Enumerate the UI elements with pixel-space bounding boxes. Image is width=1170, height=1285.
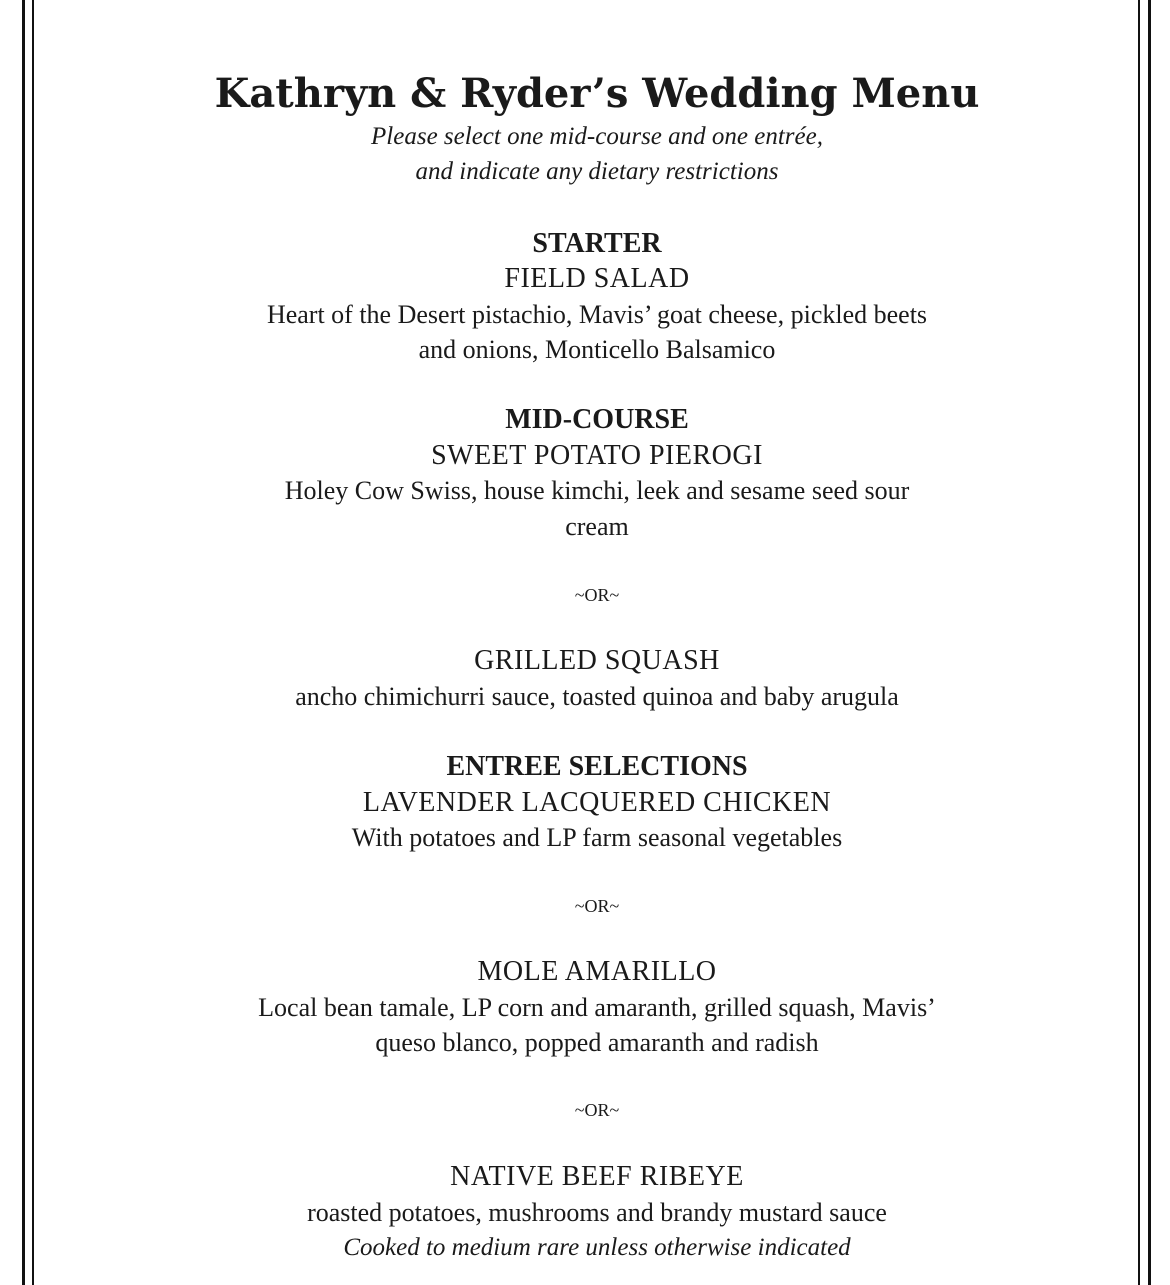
starter-dish: FIELD SALAD	[504, 263, 690, 294]
left-border-outer	[22, 0, 25, 1285]
starter-heading: STARTER	[532, 228, 662, 259]
entree-dish-2-description-line-1: Local bean tamale, LP corn and amaranth, grilled squash, Mavis’	[258, 993, 936, 1022]
entree-dish-2-description-line-2: queso blanco, popped amaranth and radish	[375, 1028, 819, 1057]
entree-dish-3: NATIVE BEEF RIBEYE	[450, 1161, 744, 1192]
entree-heading: ENTREE SELECTIONS	[446, 751, 748, 782]
starter-description-line-2: and onions, Monticello Balsamico	[418, 335, 776, 364]
mid-course-dish-2-description: ancho chimichurri sauce, toasted quinoa and baby arugula	[295, 682, 899, 711]
mid-course-dish-2: GRILLED SQUASH	[474, 645, 720, 676]
mid-course-dish-1-description-line-1: Holey Cow Swiss, house kimchi, leek and sesame seed sour	[284, 476, 910, 505]
menu-title: Kathryn & Ryder’s Wedding Menu	[214, 70, 980, 117]
right-border-inner	[1138, 0, 1140, 1285]
entree-dish-3-description: roasted potatoes, mushrooms and brandy mustard sauce	[307, 1198, 887, 1227]
mid-course-dish-1-description-line-2: cream	[565, 512, 629, 541]
starter-description-line-1: Heart of the Desert pistachio, Mavis’ goat cheese, pickled beets	[266, 300, 928, 329]
mid-course-dish-1: SWEET POTATO PIEROGI	[431, 440, 763, 471]
or-separator: ~OR~	[574, 1100, 620, 1120]
entree-dish-3-note: Cooked to medium rare unless otherwise indicated	[343, 1234, 851, 1261]
entree-dish-1-description: With potatoes and LP farm seasonal vegetables	[351, 823, 843, 852]
mid-course-heading: MID-COURSE	[505, 404, 689, 435]
left-border-inner	[32, 0, 34, 1285]
instructions-line-1: Please select one mid-course and one entrée,	[371, 123, 823, 150]
entree-dish-2: MOLE AMARILLO	[477, 956, 717, 987]
entree-dish-1: LAVENDER LACQUERED CHICKEN	[362, 787, 832, 818]
or-separator: ~OR~	[574, 896, 620, 916]
right-border-outer	[1148, 0, 1151, 1285]
or-separator: ~OR~	[574, 585, 620, 605]
instructions-line-2: and indicate any dietary restrictions	[415, 158, 779, 185]
